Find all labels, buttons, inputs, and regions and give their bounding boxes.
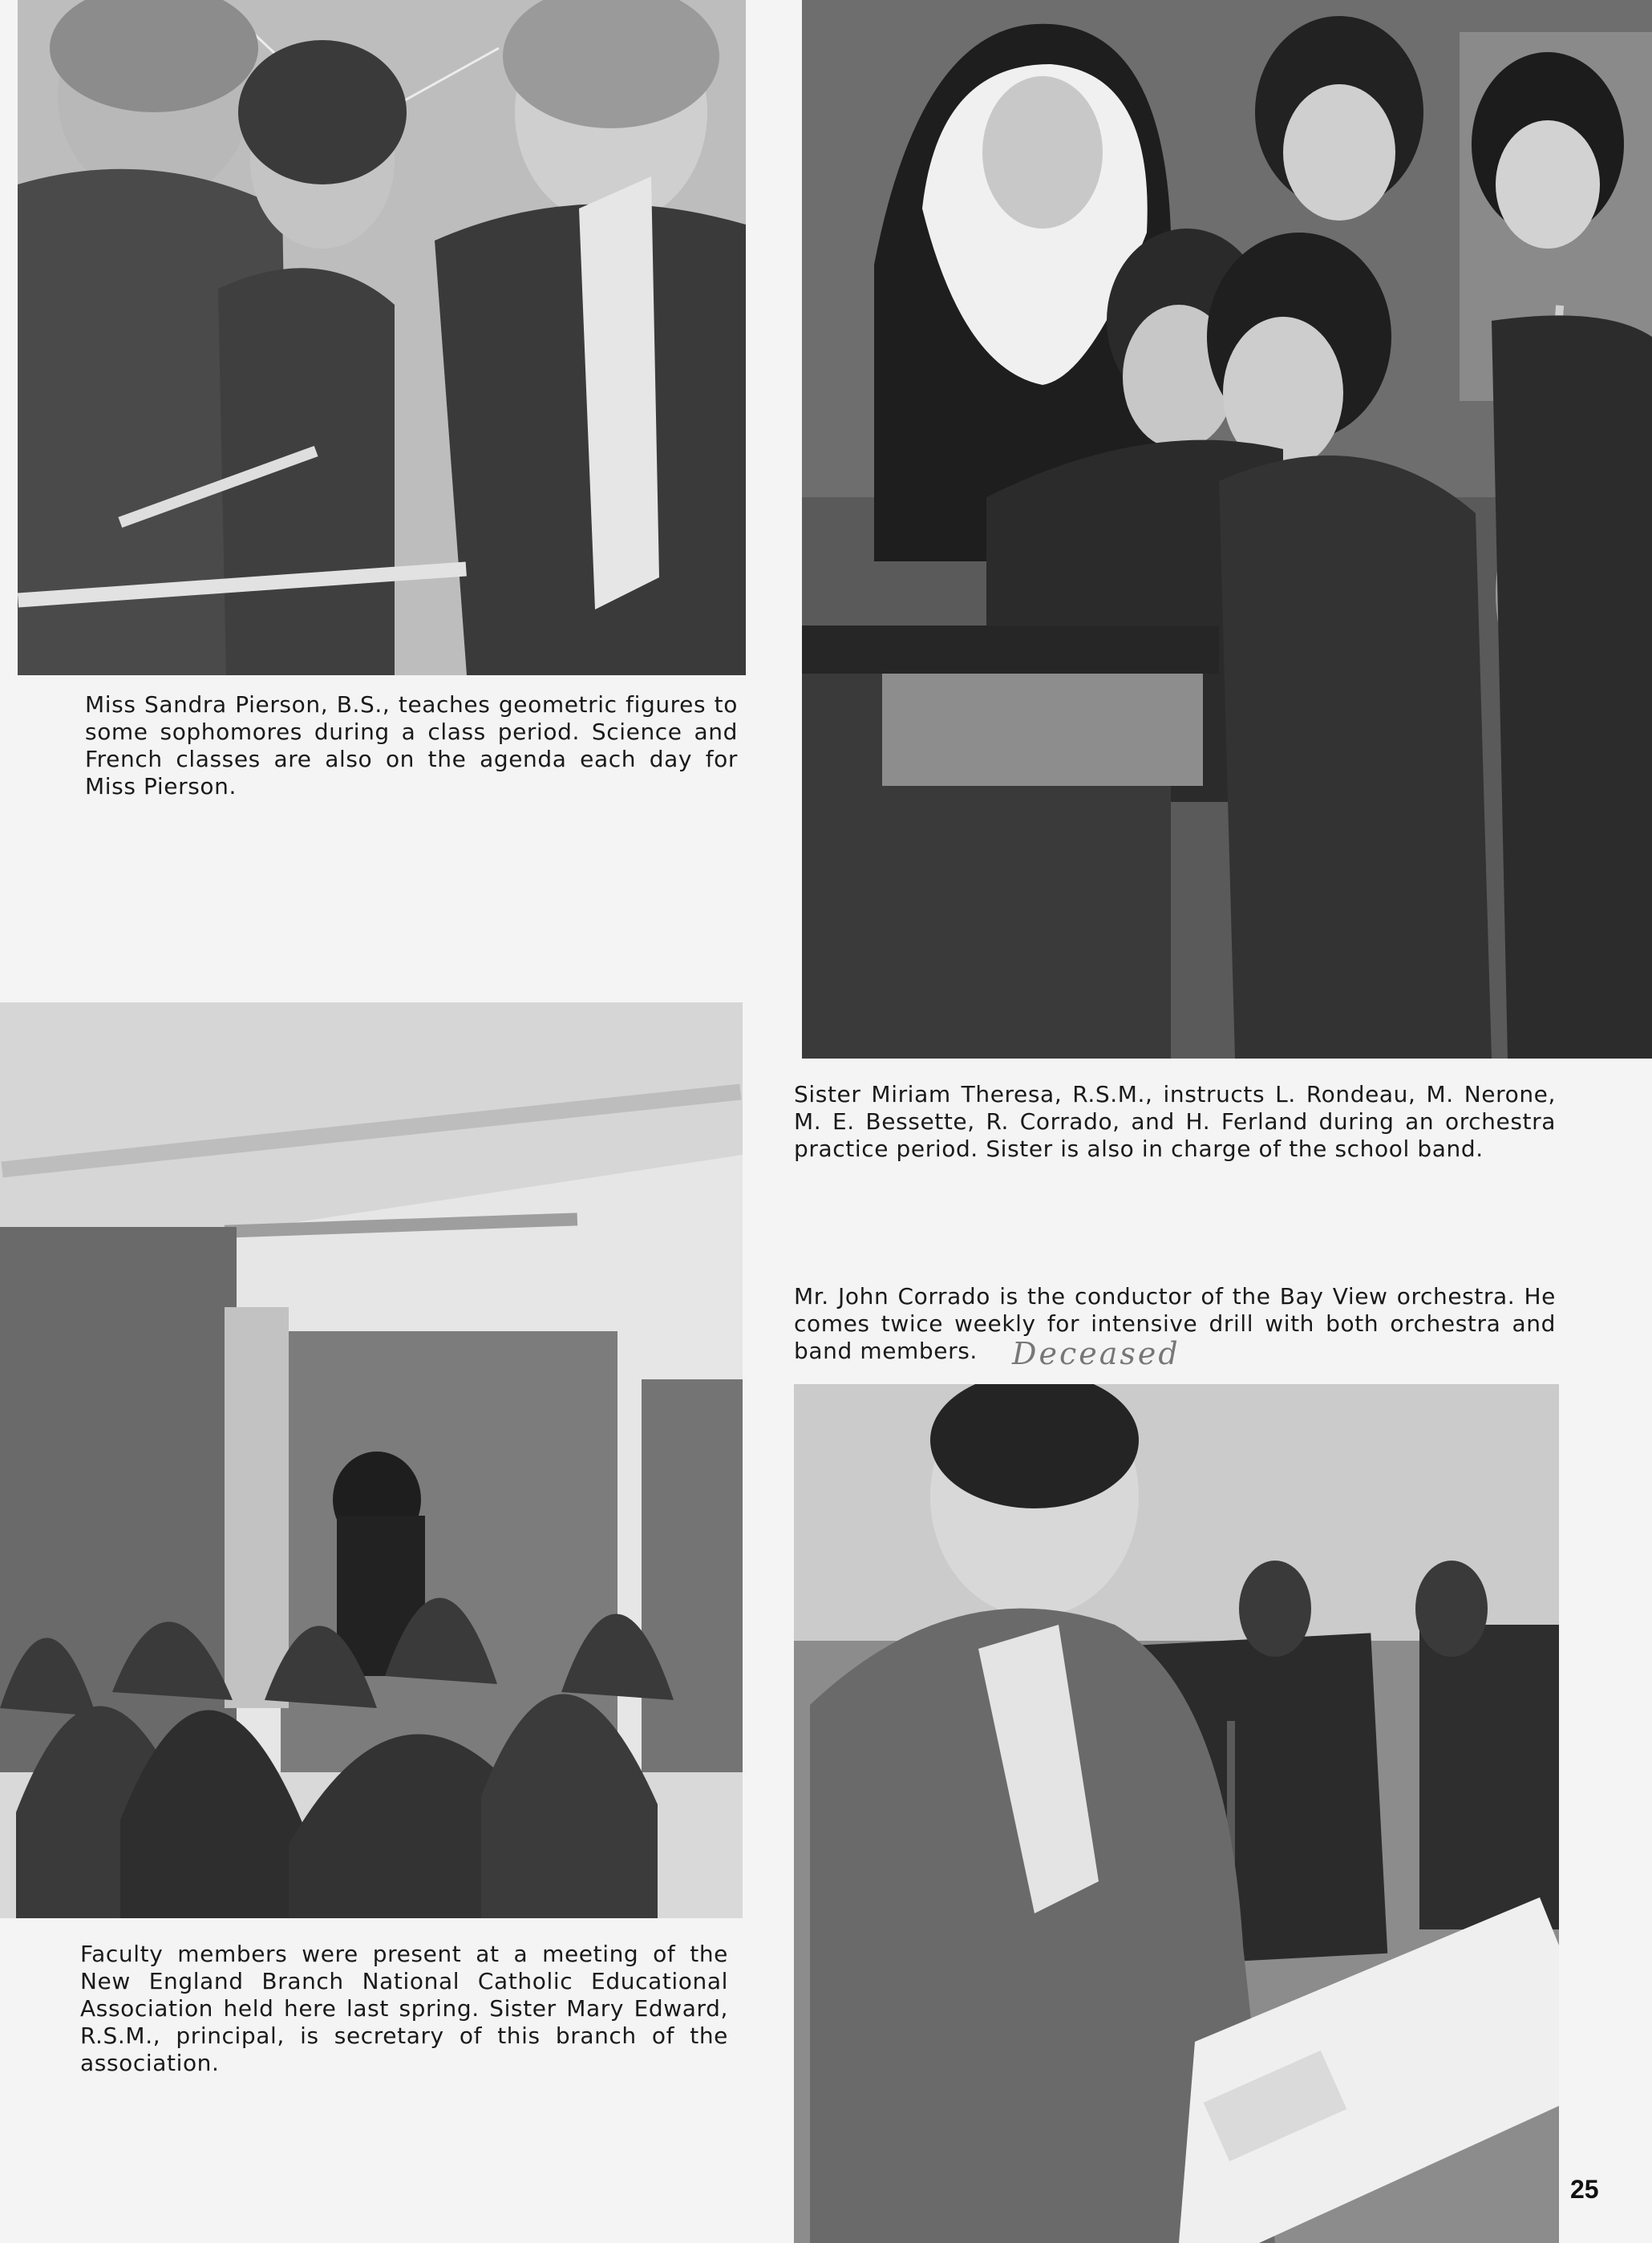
photo-faculty-meeting	[0, 1002, 743, 1918]
handwritten-note: Deceased	[1012, 1336, 1180, 1371]
caption-faculty: Faculty members were present at a meeting of the New England Branch National Catholic Educational Association held here last spring. Sister Mary Edward, R.S.M., principal, is secretary of this branch of the association.	[80, 1941, 728, 2076]
photo-faculty-meeting-image	[0, 1002, 743, 1918]
page-number: 25	[1570, 2175, 1599, 2204]
caption-corrado: Mr. John Corrado is the conductor of the Bay View orchestra. He comes twice weekly for intensive drill with both orchestra and band members.	[794, 1283, 1556, 1364]
caption-miriam: Sister Miriam Theresa, R.S.M., instructs L. Rondeau, M. Nerone, M. E. Bessette, R. Corrado, and H. Ferland during an orchestra practice period. Sister is also in charge of the school band.	[794, 1081, 1556, 1162]
photo-orchestra-practice-image	[802, 0, 1652, 1059]
photo-orchestra-practice	[802, 0, 1652, 1059]
caption-pierson: Miss Sandra Pierson, B.S., teaches geometric figures to some sophomores during a class period. Science and French classes are also on the agenda each day for Miss Pierson.	[85, 691, 738, 800]
photo-geometry-class-image	[18, 0, 746, 675]
photo-conductor	[794, 1384, 1559, 2243]
photo-conductor-image	[794, 1384, 1559, 2243]
photo-geometry-class	[18, 0, 746, 675]
